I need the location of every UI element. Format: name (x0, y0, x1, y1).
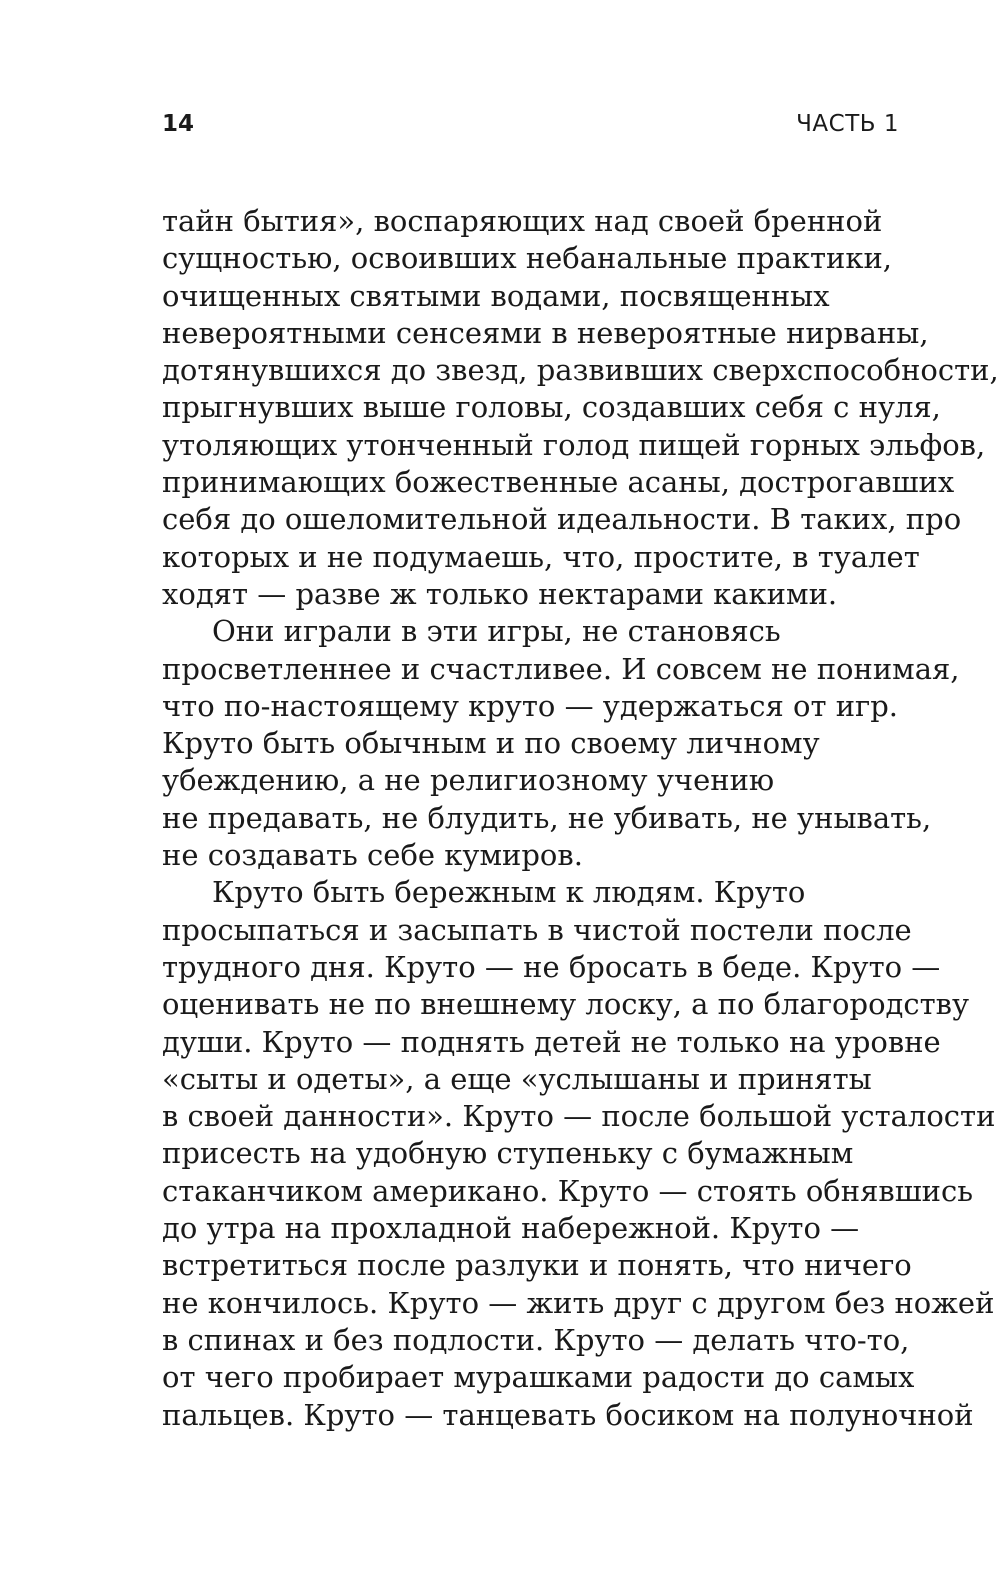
paragraph-start-line: Они играли в эти игры, не становясь (212, 614, 781, 649)
text-line: себя до ошеломительной идеальности. В таких, про (162, 502, 962, 537)
text-line: не предавать, не блудить, не убивать, не унывать, (162, 800, 932, 835)
text-line: что по-настоящему круто — удержаться от игр. (162, 688, 899, 723)
text-line: присесть на удобную ступеньку с бумажным (162, 1136, 854, 1171)
text-line: Круто быть обычным и по своему личному (162, 726, 820, 761)
text-line: до утра на прохладной набережной. Круто — (162, 1211, 860, 1246)
running-head: ЧАСТЬ 1 (796, 111, 899, 137)
text-line: не создавать себе кумиров. (162, 838, 583, 873)
page-header (162, 108, 899, 140)
text-line: в своей данности». Круто — после большой усталости (162, 1099, 996, 1134)
text-line: оценивать не по внешнему лоску, а по благородству (162, 987, 970, 1022)
text-line: в спинах и без подлости. Круто — делать что-то, (162, 1322, 910, 1357)
text-line: тайн бытия», воспаряющих над своей бренной (162, 204, 883, 238)
text-line: принимающих божественные асаны, дострогавших (162, 465, 955, 500)
text-line: просыпаться и засыпать в чистой постели после (162, 912, 912, 947)
page-number: 14 (162, 111, 195, 137)
text-line: которых и не подумаешь, что, простите, в туалет (162, 539, 920, 574)
text-line: невероятными сенсеями в невероятные нирваны, (162, 315, 929, 350)
text-line: «сыты и одеты», а еще «услышаны и приняты (162, 1061, 872, 1096)
text-line: сущностью, освоивших небанальные практики, (162, 241, 893, 276)
text-line: утоляющих утонченный голод пищей горных эльфов, (162, 427, 986, 462)
body-text (162, 203, 999, 1434)
text-line: ходят — разве ж только нектарами какими. (162, 576, 838, 611)
text-line: от чего пробирает мурашками радости до самых (162, 1360, 915, 1395)
text-line: убеждению, а не религиозному учению (162, 763, 775, 798)
paragraph-start-line: Круто быть бережным к людям. Круто (212, 875, 806, 910)
text-line: души. Круто — поднять детей не только на уровне (162, 1024, 941, 1059)
text-line: дотянувшихся до звезд, развивших сверхспособности, (162, 353, 999, 388)
text-line: прыгнувших выше головы, создавших себя с нуля, (162, 390, 941, 425)
text-line: очищенных святыми водами, посвященных (162, 278, 830, 313)
text-line: стаканчиком американо. Круто — стоять обнявшись (162, 1173, 974, 1208)
text-line: встретиться после разлуки и понять, что ничего (162, 1248, 912, 1283)
text-line: не кончилось. Круто — жить друг с другом без ножей (162, 1285, 995, 1320)
text-line: просветленнее и счастливее. И совсем не понимая, (162, 651, 960, 686)
text-line: пальцев. Круто — танцевать босиком на полуночной (162, 1397, 974, 1432)
text-line: трудного дня. Круто — не бросать в беде. Круто — (162, 949, 941, 984)
